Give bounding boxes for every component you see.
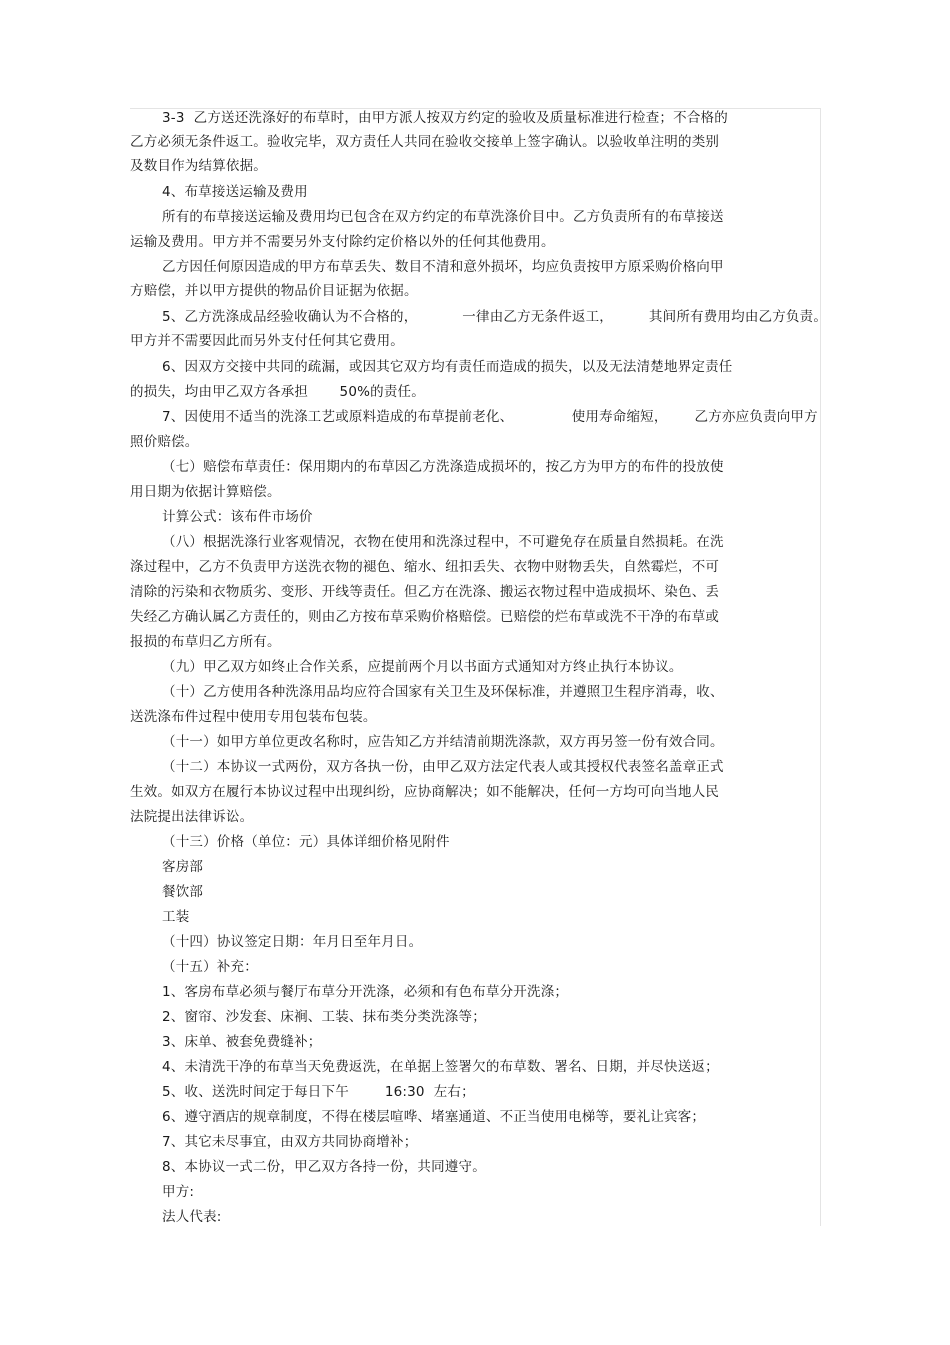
text-line: （十四）协议签定日期：年月日至年月日。	[162, 934, 423, 950]
text-line: 计算公式：该布件市场价	[162, 509, 313, 525]
list-item: 7、其它未尽事宜，由双方共同协商增补；	[162, 1134, 418, 1150]
list-item: 4、未清洗干净的布草当天免费返洗，在单据上签署欠的布草数、署名、日期，并尽快送返；	[162, 1059, 719, 1075]
text-line: 清除的污染和衣物质劣、变形、开线等责任。但乙方在洗涤、搬运衣物过程中造成损坏、染色、丢	[130, 584, 720, 600]
page-border-right	[820, 108, 821, 1226]
text-line: 所有的布草接送运输及费用均已包含在双方约定的布草洗涤价目中。乙方负责所有的布草接送	[162, 209, 724, 225]
list-item: 2、窗帘、沙发套、床裥、工装、抹布类分类洗涤等；	[162, 1009, 486, 1025]
signature-label-party-a: 甲方:	[162, 1184, 195, 1200]
text-line: 失经乙方确认属乙方责任的，则由乙方按布草采购价格赔偿。已赔偿的烂布草或洗不干净的布草或	[130, 609, 720, 625]
text-line: 方赔偿，并以甲方提供的物品价目证据为依据。	[130, 283, 418, 299]
text-line: （十三）价格（单位：元）具体详细价格见附件	[162, 834, 450, 850]
text-line: 3-3 乙方送还洗涤好的布草时，由甲方派人按双方约定的验收及质量标准进行检查；不合格的	[162, 110, 728, 126]
text-line: （八）根据洗涤行业客观情况，衣物在使用和洗涤过程中，不可避免存在质量自然损耗。在洗	[162, 534, 724, 550]
text-line: 乙方必须无条件返工。验收完毕，双方责任人共同在验收交接单上签字确认。以验收单注明的类别	[130, 134, 720, 150]
text-line: 乙方因任何原因造成的甲方布草丢失、数目不清和意外损坏，均应负责按甲方原采购价格向甲	[162, 259, 724, 275]
text-line: 生效。如双方在履行本协议过程中出现纠纷，应协商解决；如不能解决，任何一方均可向当地人民	[130, 784, 720, 800]
text-line: 报损的布草归乙方所有。	[130, 634, 281, 650]
text-line: 运输及费用。甲方并不需要另外支付除约定价格以外的任何其他费用。	[130, 234, 555, 250]
list-item: 6、遵守酒店的规章制度，不得在楼层喧哗、堵塞通道、不正当使用电梯等，要礼让宾客；	[162, 1109, 706, 1125]
section-heading: 4、布草接送运输及费用	[162, 184, 308, 200]
text-line: （十二）本协议一式两份，双方各执一份，由甲乙双方法定代表人或其授权代表签名盖章正式	[162, 759, 724, 775]
text-line: （九）甲乙双方如终止合作关系，应提前两个月以书面方式通知对方终止执行本协议。	[162, 659, 683, 675]
text-line: 7、因使用不适当的洗涤工艺或原料造成的布草提前老化、 使用寿命缩短， 乙方亦应负责向甲方	[162, 409, 818, 425]
text-line: （十一）如甲方单位更改名称时，应告知乙方并结清前期洗涤款，双方再另签一份有效合同。	[162, 734, 724, 750]
signature-label-legal-rep: 法人代表:	[162, 1209, 222, 1225]
list-item: 1、客房布草必须与餐厅布草分开洗涤，必须和有色布草分开洗涤；	[162, 984, 569, 1000]
text-line: 及数目作为结算依据。	[130, 158, 267, 174]
list-item: 8、本协议一式二份，甲乙双方各持一份，共同遵守。	[162, 1159, 486, 1175]
text-line: 法院提出法律诉讼。	[130, 809, 254, 825]
list-item: 3、床单、被套免费缝补；	[162, 1034, 322, 1050]
text-line: 照价赔偿。	[130, 434, 199, 450]
text-line: （七）赔偿布草责任：保用期内的布草因乙方洗涤造成损坏的，按乙方为甲方的布件的投放使	[162, 459, 724, 475]
text-line: 餐饮部	[162, 884, 204, 900]
text-line: 用日期为依据计算赔偿。	[130, 484, 281, 500]
text-line: 涤过程中，乙方不负责甲方送洗衣物的褪色、缩水、纽扣丢失、衣物中财物丢失，自然霉烂，不可	[130, 559, 720, 575]
text-line: 送洗涤布件过程中使用专用包装布包装。	[130, 709, 377, 725]
text-line: （十五）补充：	[162, 959, 258, 975]
text-line: 甲方并不需要因此而另外支付任何其它费用。	[130, 333, 404, 349]
list-item: 5、收、送洗时间定于每日下午 16:30 左右；	[162, 1084, 475, 1100]
text-line: 6、因双方交接中共同的疏漏，或因其它双方均有责任而造成的损失，以及无法清楚地界定责任	[162, 359, 733, 375]
text-line: 客房部	[162, 859, 204, 875]
text-line: （十）乙方使用各种洗涤用品均应符合国家有关卫生及环保标准，并遵照卫生程序消毒，收、	[162, 684, 724, 700]
text-line: 5、乙方洗涤成品经验收确认为不合格的， 一律由乙方无条件返工， 其间所有费用均由乙方负责。	[162, 309, 828, 325]
text-line: 的损失，均由甲乙双方各承担 50%的责任。	[130, 384, 425, 400]
text-line: 工装	[162, 909, 190, 925]
